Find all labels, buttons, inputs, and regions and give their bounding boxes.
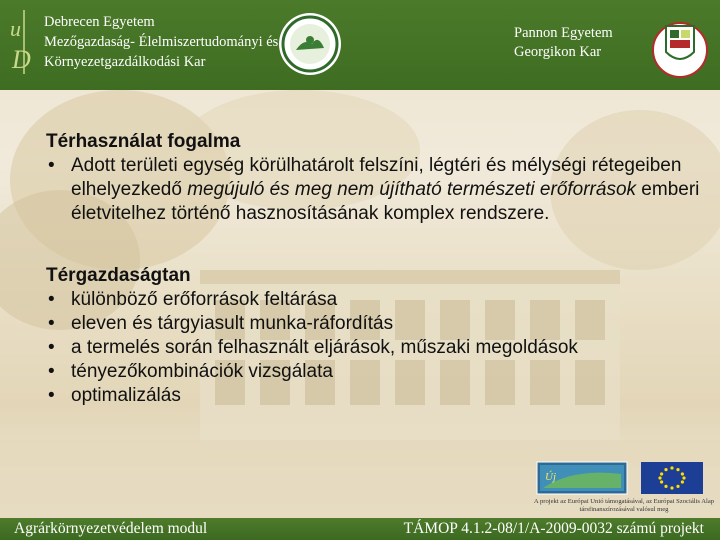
svg-text:Új: Új xyxy=(545,471,556,483)
faculty-seal-icon xyxy=(278,12,342,76)
slide-content xyxy=(46,130,706,408)
right-university-line-1: Pannon Egyetem xyxy=(514,25,613,41)
section1-heading: Térhasználat fogalma xyxy=(46,131,241,152)
section2-list xyxy=(46,288,706,408)
right-university-name xyxy=(514,24,613,62)
university-logo-icon xyxy=(6,6,38,78)
left-university-name xyxy=(44,12,278,72)
bullet-text-italic: megújuló és meg nem újítható természeti erőforrások xyxy=(187,179,637,200)
funding-logos xyxy=(533,460,715,520)
right-university-line-2: Georgikon Kar xyxy=(514,44,602,60)
section1-bullet xyxy=(46,154,706,226)
left-university-line-1: Debrecen Egyetem xyxy=(44,14,155,30)
svg-text:u: u xyxy=(10,16,21,41)
funding-caption: A projekt az Európai Unió támogatásával, az Európai Szociális Alap társfinanszírozásával valósul meg xyxy=(533,498,715,513)
section1-list xyxy=(46,154,706,226)
header-bar xyxy=(0,0,720,90)
left-university-line-3: Környezetgazdálkodási Kar xyxy=(44,54,206,70)
footer-project-id: TÁMOP 4.1.2-08/1/A-2009-0032 számú projekt xyxy=(403,520,704,537)
list-item: • különböző erőforrások feltárása xyxy=(46,288,706,312)
georgikon-shield-icon xyxy=(652,12,708,82)
section2-heading: Térgazdaságtan xyxy=(46,265,191,286)
list-item: • eleven és tárgyiasult munka-ráfordítás xyxy=(46,312,706,336)
bullet-text-end: emberi életvitelhez történő hasznosításának komplex rendszere. xyxy=(71,179,700,224)
list-item: • tényezőkombinációk vizsgálata xyxy=(46,360,706,384)
bullet-text-start: Adott területi egység körülhatárolt felszíni, légtéri és mélységi rétegeiben elhelyezkedő xyxy=(71,155,682,200)
list-item: • a termelés során felhasznált eljárások, műszaki megoldások xyxy=(46,336,706,360)
footer-module-name: Agrárkörnyezetvédelem modul xyxy=(14,520,208,537)
footer-bar xyxy=(0,518,720,540)
svg-text:D: D xyxy=(12,45,31,74)
list-item: • optimalizálás xyxy=(46,384,706,408)
left-university-line-2: Mezőgazdaság- Élelmiszertudományi és xyxy=(44,34,279,50)
